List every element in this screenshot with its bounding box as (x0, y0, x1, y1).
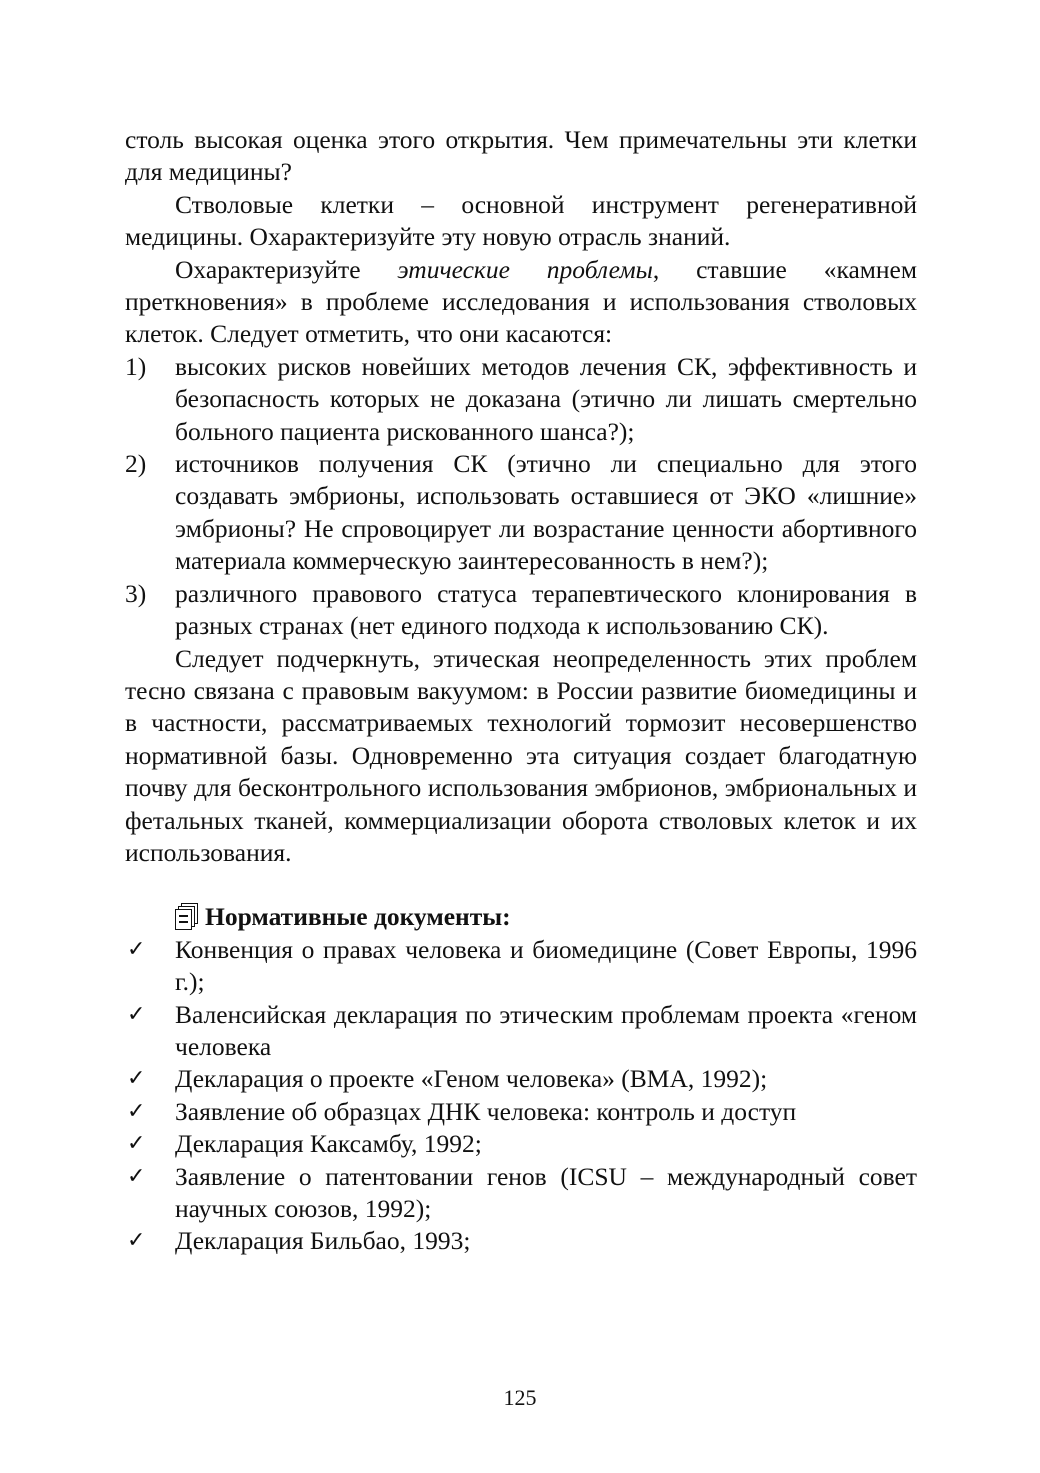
check-mark-icon: ✓ (127, 1098, 146, 1124)
list-item-text: Декларация Каксамбу, 1992; (175, 1129, 482, 1159)
ethical-problems-emphasis: этические проблемы (397, 254, 653, 284)
numbered-list (125, 351, 917, 643)
check-mark-icon: ✓ (127, 1001, 146, 1027)
list-item-text: Заявление о патентовании генов (ICSU – международный совет научных союзов, 1992); (175, 1161, 917, 1223)
list-marker: 1) (125, 351, 147, 381)
check-mark-icon: ✓ (127, 1131, 146, 1157)
list-marker: 3) (125, 578, 147, 608)
section-heading (125, 901, 917, 933)
list-marker: 2) (125, 449, 147, 479)
check-mark-icon: ✓ (127, 1066, 146, 1092)
list-item-text: Валенсийская декларация по этическим проблемам проекта «геном человека (175, 999, 917, 1061)
paragraph-4: Следует подчеркнуть, этическая неопределенность этих проблем тесно связана с правовым вакуумом: в России развитие биомедицины и в частности, рассматриваемых технологий тормозит несовершенство нормативной базы. Одновременно эта ситуация создает благодатную почву для бесконтрольного использования эмбрионов, эмбриональных и фетальных тканей, коммерциализации оборота стволовых клеток и их использования. (125, 643, 917, 867)
check-mark-icon: ✓ (127, 936, 146, 962)
list-item (125, 999, 917, 1064)
list-item (125, 351, 917, 448)
page-number: 125 (503, 1385, 537, 1410)
list-item (125, 1128, 917, 1160)
list-item (125, 1063, 917, 1095)
list-item (125, 934, 917, 999)
list-item-text: Декларация о проекте «Геном человека» (ВМА, 1992); (175, 1064, 768, 1094)
paragraph-3 (125, 254, 917, 351)
check-mark-icon: ✓ (127, 1228, 146, 1254)
list-item-text: Конвенция о правах человека и биомедицине (Совет Европы, 1996 г.); (175, 934, 917, 997)
list-item (125, 578, 917, 643)
page-body (125, 124, 917, 1258)
paragraph-2: Стволовые клетки – основной инструмент регенеративной медицины. Охарактеризуйте эту новую отрасль знаний. (125, 189, 917, 252)
paragraph-3-start: Охарактеризуйте (175, 254, 398, 284)
documents-list (125, 934, 917, 1258)
check-mark-icon: ✓ (127, 1163, 146, 1189)
list-item (125, 1225, 917, 1257)
list-item-text: источников получения СК (этично ли специально для этого создавать эмбрионы, использовать оставшиеся от ЭКО «лишние» эмбрионы? Не спровоцирует ли возрастание ценности абортивного материала коммерческую заинтересованность в нем?); (175, 449, 917, 576)
list-item (125, 1161, 917, 1226)
paragraph-1: столь высокая оценка этого открытия. Чем примечательны эти клетки для медицины? (125, 125, 917, 187)
section-title: Нормативные документы: (205, 902, 511, 932)
paragraph-3-end: , ставшие «камнем преткновения» в проблеме исследования и использования стволовых клеток. Следует отметить, что они касаются: (125, 254, 918, 349)
list-item (125, 448, 917, 578)
list-item-text: высоких рисков новейших методов лечения СК, эффективность и безопасность которых не доказана (этично ли лишать смертельно больного пациента рискованного шанса?); (175, 351, 917, 446)
list-item-text: различного правового статуса терапевтического клонирования в разных странах (нет единого подхода к использованию СК). (175, 578, 917, 641)
list-item (125, 1096, 917, 1128)
list-item-text: Заявление об образцах ДНК человека: контроль и доступ (175, 1096, 797, 1126)
list-item-text: Декларация Бильбао, 1993; (175, 1226, 471, 1256)
documents-icon (175, 903, 197, 929)
